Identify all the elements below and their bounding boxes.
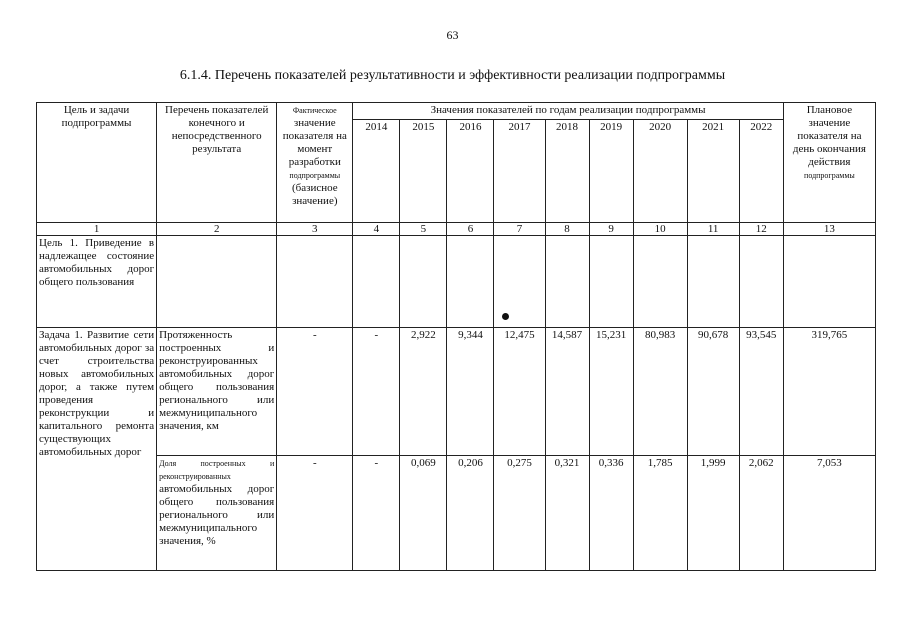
indicator-row: [37, 456, 876, 571]
year-value: 2,062: [739, 456, 783, 571]
year-value: -: [353, 456, 400, 571]
actual-value: -: [277, 328, 353, 456]
actual-value: -: [277, 456, 353, 571]
year-value: 12,475: [494, 328, 545, 456]
header-year: 2020: [633, 120, 687, 223]
year-value: 80,983: [633, 328, 687, 456]
year-value: 1,999: [687, 456, 739, 571]
header-year: 2018: [545, 120, 589, 223]
planned-value: 7,053: [783, 456, 875, 571]
column-number: 1: [37, 223, 157, 236]
year-value: 93,545: [739, 328, 783, 456]
ink-dot: [502, 313, 509, 320]
header-actual-value: Фактическое значение показателя на момент разработки подпрограммы (базисное значение): [277, 103, 353, 223]
header-year: 2022: [739, 120, 783, 223]
page-number: 63: [446, 28, 459, 42]
header-year: 2019: [589, 120, 633, 223]
header-years-group: Значения показателей по годам реализации подпрограммы: [353, 103, 783, 120]
header-year: 2021: [687, 120, 739, 223]
year-value: 0,275: [494, 456, 545, 571]
year-value: -: [353, 328, 400, 456]
column-number: 3: [277, 223, 353, 236]
column-number: 4: [353, 223, 400, 236]
year-value: 0,206: [447, 456, 494, 571]
year-value: 0,069: [400, 456, 447, 571]
year-value: 14,587: [545, 328, 589, 456]
year-value: 2,922: [400, 328, 447, 456]
column-number: 11: [687, 223, 739, 236]
section-title: 6.1.4. Перечень показателей результативности и эффективности реализации подпрограммы: [179, 68, 726, 83]
goal-row: [37, 236, 876, 328]
header-year: 2014: [353, 120, 400, 223]
header-year: 2016: [447, 120, 494, 223]
column-number: 6: [447, 223, 494, 236]
column-number: 8: [545, 223, 589, 236]
header-indicators: Перечень показателей конечного и непосредственного результата: [157, 103, 277, 223]
year-value: 0,321: [545, 456, 589, 571]
header-year: 2015: [400, 120, 447, 223]
column-number: 13: [783, 223, 875, 236]
indicators-table: [36, 102, 876, 571]
column-number: 10: [633, 223, 687, 236]
header-goals: Цель и задачи подпрограммы: [37, 103, 157, 223]
header-year: 2017: [494, 120, 545, 223]
indicator-row: [37, 328, 876, 456]
header-planned-value: Плановое значение показателя на день окончания действия подпрограммы: [783, 103, 875, 223]
column-number: 12: [739, 223, 783, 236]
column-number-row: [37, 223, 876, 236]
column-number: 5: [400, 223, 447, 236]
task-cell: Задача 1. Развитие сети автомобильных дорог за счет строительства новых автомобильных дорог, а также путем проведения реконструкции и капитального ремонта существующих автомобильных дорог: [37, 328, 157, 571]
column-number: 9: [589, 223, 633, 236]
planned-value: 319,765: [783, 328, 875, 456]
column-number: 7: [494, 223, 545, 236]
year-value: 1,785: [633, 456, 687, 571]
indicator-name: Протяженность построенных и реконструированных автомобильных дорог общего пользования регионального или межмуниципального значения, км: [157, 328, 277, 456]
year-value: 15,231: [589, 328, 633, 456]
year-value: 90,678: [687, 328, 739, 456]
year-value: 9,344: [447, 328, 494, 456]
column-number: 2: [157, 223, 277, 236]
goal-cell: Цель 1. Приведение в надлежащее состояние автомобильных дорог общего пользования: [37, 236, 157, 328]
year-value: 0,336: [589, 456, 633, 571]
indicator-name: Доля построенных и реконструированных автомобильных дорог общего пользования регионального или межмуниципального значения, %: [157, 456, 277, 571]
